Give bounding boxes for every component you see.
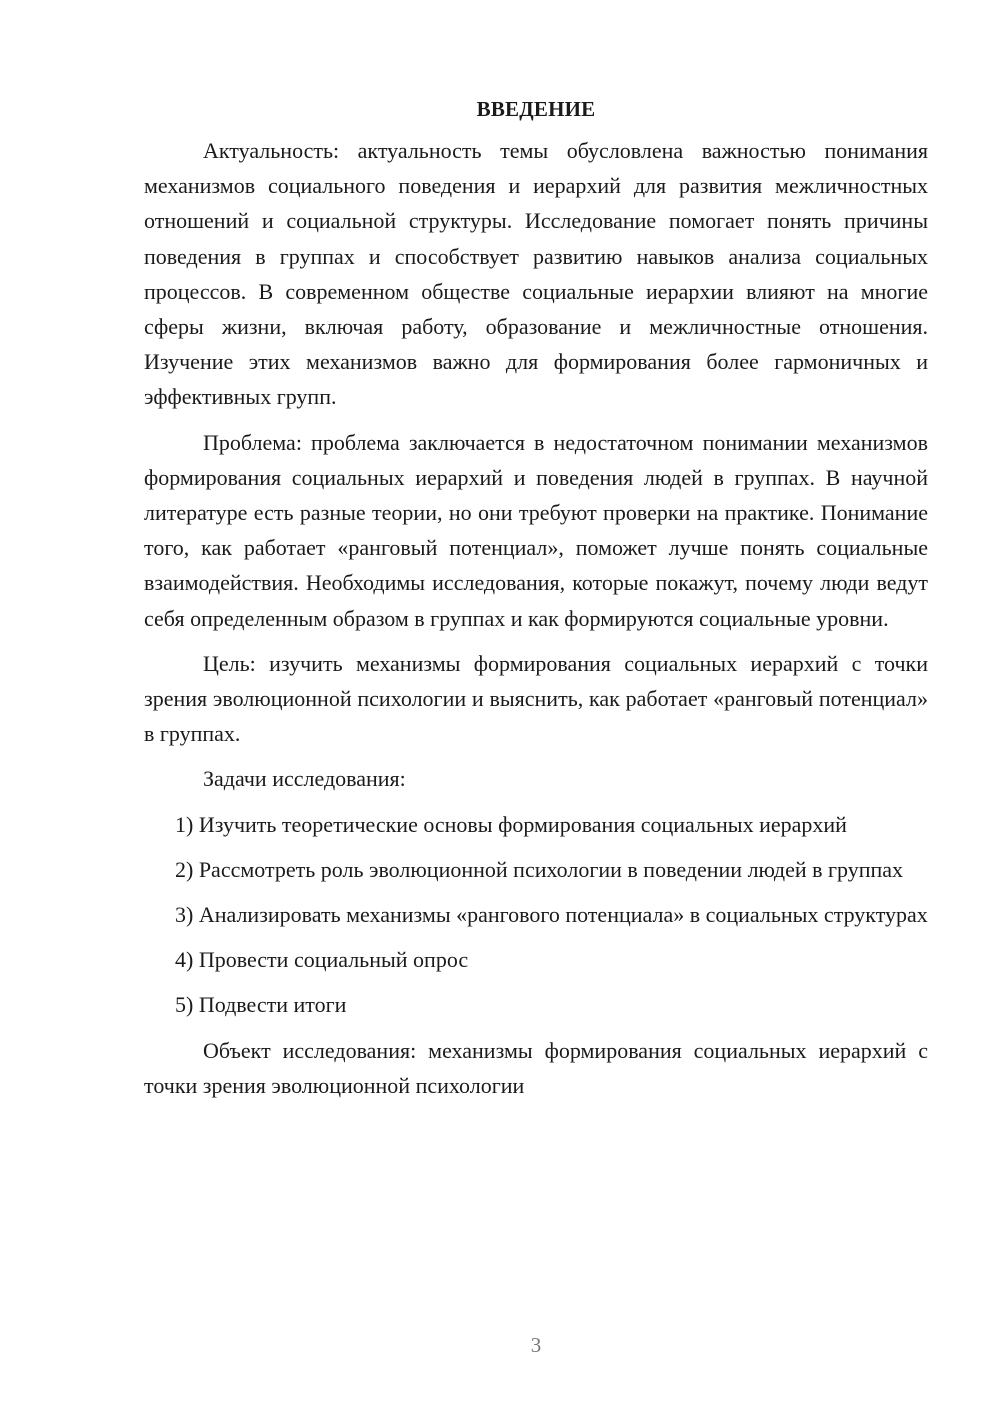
task-item-5: 5) Подвести итоги [175, 992, 347, 1018]
object-paragraph: Объект исследования: механизмы формирования социальных иерархий с точки зрения эволюционной психологии [144, 1037, 928, 1098]
task-item-4: 4) Провести социальный опрос [175, 947, 469, 973]
task-item-2: 2) Рассмотреть роль эволюционной психологии в поведении людей в группах [175, 856, 904, 882]
section-heading: ВВЕДЕНИЕ [476, 97, 596, 121]
page-number: 3 [530, 1333, 542, 1357]
problem-paragraph: Проблема: проблема заключается в недостаточном понимании механизмов формирования социальных иерархий и поведения людей в группах. В научной литературе есть разные теории, но они требуют проверки на практике. Понимание того, как работает «ранговый потенциал», поможет лучше понять социальные взаимодействия. Необходимы исследования, которые покажут, почему люди ведут себя определенным образом в группах и как формируются социальные уровни. [144, 429, 928, 631]
task-item-3: 3) Анализировать механизмы «рангового потенциала» в социальных структурах [175, 902, 928, 928]
task-item-1: 1) Изучить теоретические основы формирования социальных иерархий [175, 811, 847, 837]
tasks-heading: Задачи исследования: [203, 766, 406, 792]
relevance-paragraph: Актуальность: актуальность темы обусловлена важностью понимания механизмов социального поведения и иерархий для развития межличностных отношений и социальной структуры. Исследование помогает понять причины поведения в группах и способствует развитию навыков анализа социальных процессов. В современном обществе социальные иерархии влияют на многие сферы жизни, включая работу, образование и межличностные отношения. Изучение этих механизмов важно для формирования более гармоничных и эффективных групп. [144, 138, 928, 410]
goal-paragraph: Цель: изучить механизмы формирования социальных иерархий с точки зрения эволюционной психологии и выяснить, как работает «ранговый потенциал» в группах. [144, 650, 928, 747]
document-page [144, 92, 928, 1103]
